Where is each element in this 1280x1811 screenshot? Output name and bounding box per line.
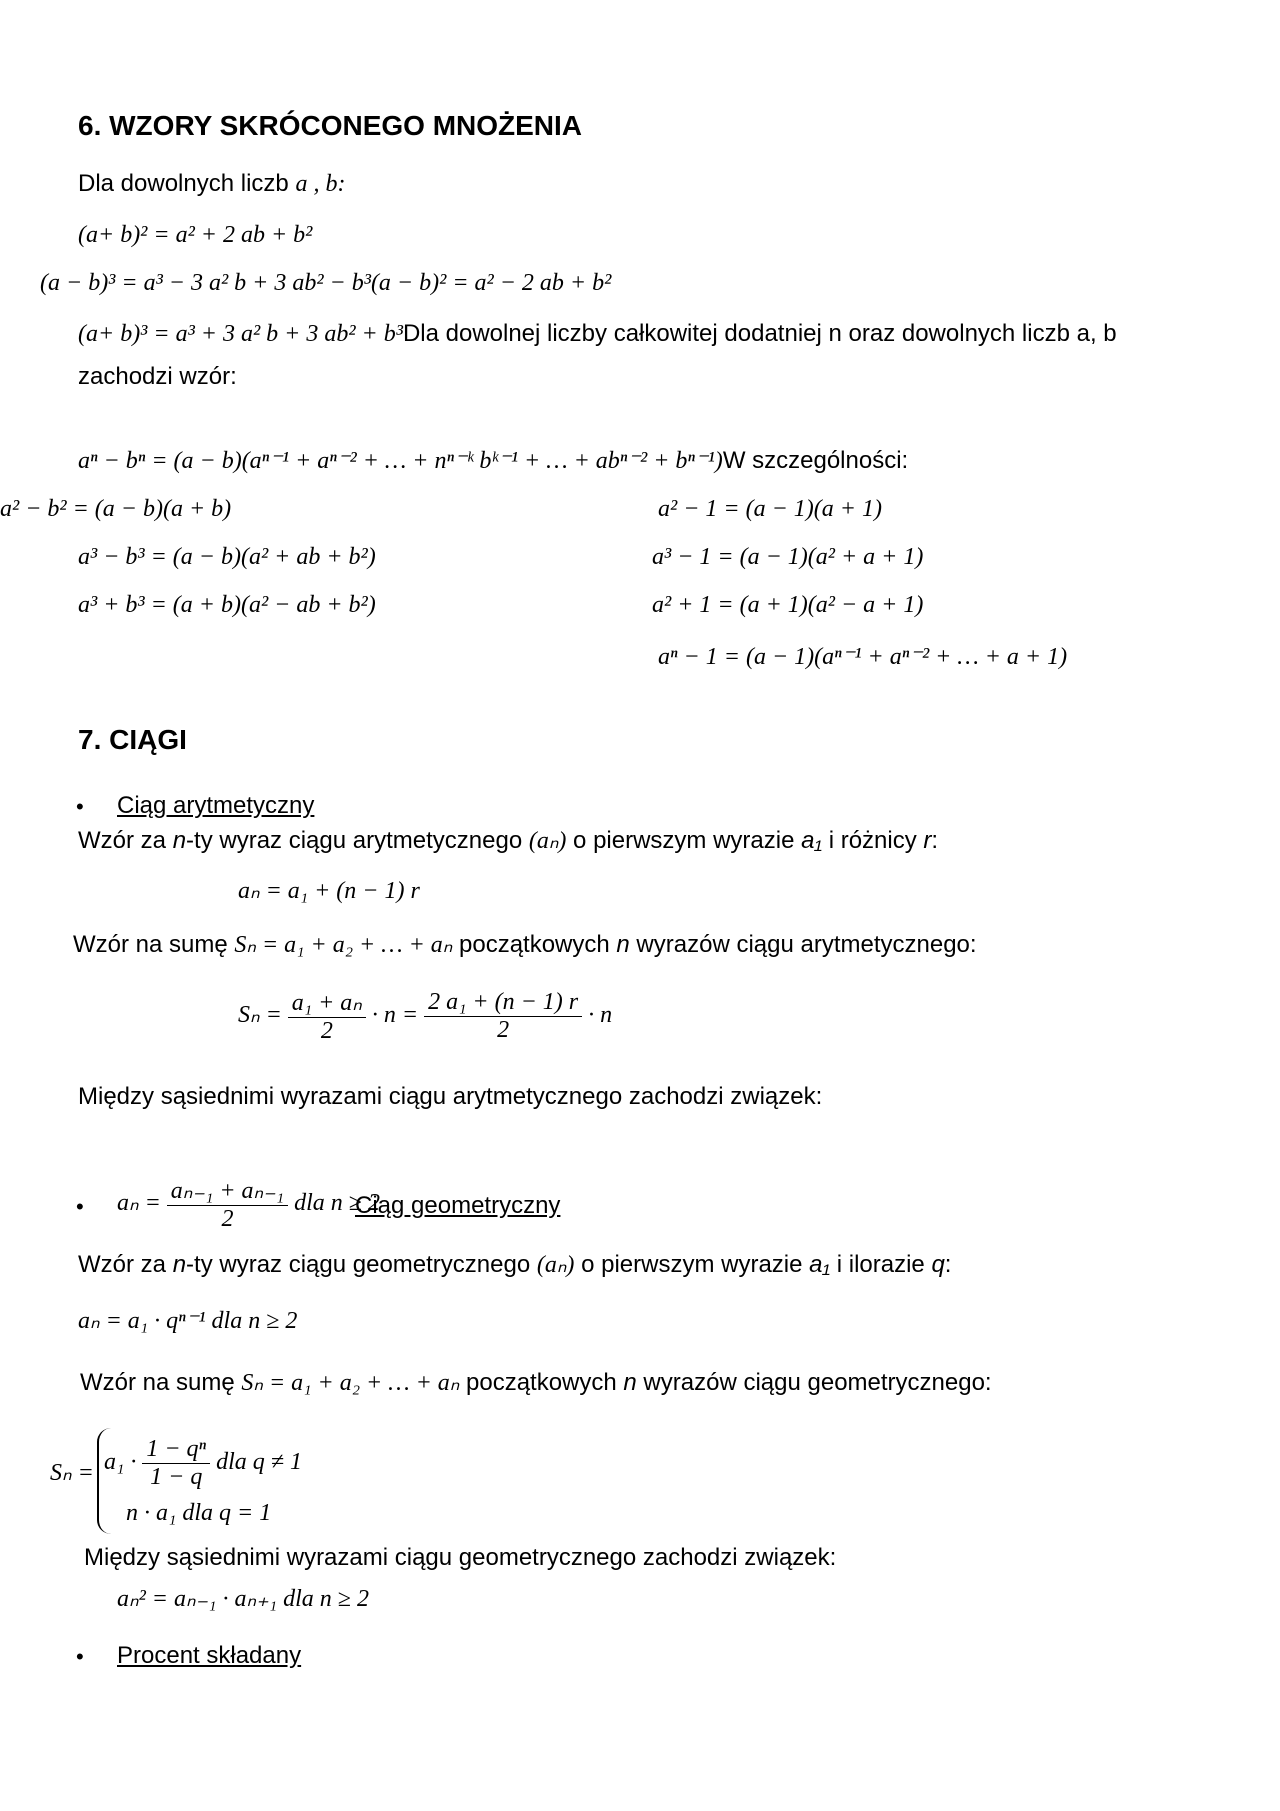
arith-sum-frac2-den: 2 xyxy=(497,1017,510,1043)
percent-heading: Procent składany xyxy=(117,1642,302,1669)
intro-line xyxy=(78,170,345,198)
geo-sum-lhs: Sₙ = xyxy=(50,1460,94,1486)
arith-sum-text xyxy=(73,930,977,959)
special-label: W szczególności: xyxy=(722,447,909,474)
intro-vars: a , b: xyxy=(295,171,346,197)
arith-nth-text-a: Wzór za xyxy=(78,827,173,854)
formula-left-1: a² − b² = (a − b)(a + b) xyxy=(0,496,232,522)
bullet-arith: • xyxy=(76,794,84,819)
geo-sum-text-c: wyrazów ciągu geometrycznego: xyxy=(636,1369,992,1396)
arith-relation-den: 2 xyxy=(221,1206,234,1232)
section-7-title: 7. CIĄGI xyxy=(78,724,187,755)
formula-left-2: a³ − b³ = (a − b)(a² + ab + b²) xyxy=(78,544,376,570)
geo-nth-text-b: -ty wyraz ciągu geometrycznego xyxy=(186,1251,531,1278)
geo-sum-text-a: Wzór na sumę xyxy=(80,1369,235,1396)
geo-nth-n: n xyxy=(172,1251,187,1278)
formula-right-1: a² − 1 = (a − 1)(a + 1) xyxy=(658,496,882,522)
formula-cube-diff: (a − b)³ = a³ − 3 a² b + 3 ab² − b³(a − b)² = a² − 2 ab + b² xyxy=(40,270,612,296)
formula-right-2: a³ − 1 = (a − 1)(a² + a + 1) xyxy=(652,544,924,570)
arith-a1: a₁ xyxy=(801,827,823,854)
geo-seq-symbol: (aₙ) xyxy=(536,1252,575,1278)
formula-cube-sum: (a+ b)³ = a³ + 3 a² b + 3 ab² + b³ xyxy=(78,321,403,347)
geo-case1-frac xyxy=(142,1436,210,1491)
geo-case1-num: 1 − qⁿ xyxy=(142,1436,210,1464)
arith-relation-num: aₙ₋₁ + aₙ₋₁ xyxy=(167,1176,288,1206)
arith-nth-text-b: -ty wyraz ciągu arytmetycznego xyxy=(186,827,523,854)
arith-sum-text-a: Wzór na sumę xyxy=(73,931,228,958)
formula-right-4: aⁿ − 1 = (a − 1)(aⁿ⁻¹ + aⁿ⁻² + … + a + 1) xyxy=(658,644,1068,670)
arith-seq-symbol: (aₙ) xyxy=(528,828,567,854)
formula-left-3: a³ + b³ = (a + b)(a² − ab + b²) xyxy=(78,592,376,618)
geo-sum-case-2: n · a₁ dla q = 1 xyxy=(126,1500,272,1526)
geo-sum-text xyxy=(80,1368,992,1397)
arith-heading: Ciąg arytmetyczny xyxy=(117,792,315,819)
arith-sum-n: n xyxy=(616,931,630,958)
geo-sum-case-1 xyxy=(104,1436,302,1491)
arith-sum-frac1-num: a₁ + aₙ xyxy=(288,988,366,1018)
arith-sum-tail: · n xyxy=(588,1002,613,1029)
geo-sum-symbol: Sₙ = a₁ + a₂ + … + aₙ xyxy=(241,1370,460,1396)
arith-sum-lhs: Sₙ = xyxy=(238,1002,282,1029)
arith-sum-frac-1 xyxy=(288,988,366,1045)
arith-relation-frac xyxy=(167,1176,288,1233)
arith-nth-text-d: i różnicy xyxy=(822,827,924,854)
section-6-title: 6. WZORY SKRÓCONEGO MNOŻENIA xyxy=(78,110,583,141)
arith-relation-cond: dla n ≥ 2 xyxy=(294,1190,380,1217)
intro-text: Dla dowolnych liczb xyxy=(78,170,289,197)
general-formula: aⁿ − bⁿ = (a − b)(aⁿ⁻¹ + aⁿ⁻² + … + nⁿ⁻ᵏ bᵏ⁻¹ + … + abⁿ⁻² + bⁿ⁻¹) xyxy=(78,448,723,474)
arith-nth-text-c: o pierwszym wyrazie xyxy=(566,827,802,854)
formula-cube-sum-line xyxy=(78,320,1117,348)
arith-sum-frac-2 xyxy=(424,989,582,1044)
geo-sum-n: n xyxy=(623,1369,637,1396)
geo-nth-formula: aₙ = a₁ · qⁿ⁻¹ dla n ≥ 2 xyxy=(78,1308,298,1334)
geo-nth-text-a: Wzór za xyxy=(78,1251,173,1278)
arith-relation-lhs: aₙ = xyxy=(117,1190,161,1217)
arith-sum-text-c: wyrazów ciągu arytmetycznego: xyxy=(629,931,977,958)
arith-sum-text-b: początkowych xyxy=(452,931,617,958)
arith-nth-n: n xyxy=(172,827,187,854)
arith-sum-formula xyxy=(238,988,612,1045)
arith-sum-mid: · n = xyxy=(371,1002,419,1029)
geo-nth-text-e: : xyxy=(944,1251,952,1278)
arith-sum-frac2-num: 2 a₁ + (n − 1) r xyxy=(424,989,582,1017)
arith-relation-text: Między sąsiednimi wyrazami ciągu arytmetycznego zachodzi związek: xyxy=(78,1083,823,1110)
geo-q: q xyxy=(931,1251,945,1278)
geo-case1-cond: dla q ≠ 1 xyxy=(216,1449,302,1476)
geo-sum-text-b: początkowych xyxy=(459,1369,624,1396)
arith-relation-formula xyxy=(117,1176,380,1233)
general-intro-text-2: zachodzi wzór: xyxy=(78,363,237,390)
geo-nth-text-d: i ilorazie xyxy=(830,1251,932,1278)
arith-sum-frac1-den: 2 xyxy=(320,1018,333,1044)
arith-r: r xyxy=(923,827,932,854)
general-intro-text: Dla dowolnej liczby całkowitej dodatniej n oraz dowolnych liczb a, b xyxy=(402,320,1117,347)
geo-a1: a₁ xyxy=(809,1251,831,1278)
geo-nth-text xyxy=(78,1250,951,1279)
arith-nth-text xyxy=(78,826,938,855)
arith-sum-symbol: Sₙ = a₁ + a₂ + … + aₙ xyxy=(234,932,453,958)
geo-heading: Ciąg geometryczny xyxy=(355,1192,561,1219)
arith-nth-formula: aₙ = a₁ + (n − 1) r xyxy=(238,878,420,904)
arith-nth-text-e: : xyxy=(931,827,939,854)
formula-right-3: a² + 1 = (a + 1)(a² − a + 1) xyxy=(652,592,924,618)
geo-relation-text: Między sąsiednimi wyrazami ciągu geometrycznego zachodzi związek: xyxy=(84,1544,837,1571)
formula-square-sum: (a+ b)² = a² + 2 ab + b² xyxy=(78,222,313,248)
geo-case1-a: a₁ · xyxy=(104,1449,137,1476)
general-formula-line xyxy=(78,446,908,475)
geo-relation-formula: aₙ² = aₙ₋₁ · aₙ₊₁ dla n ≥ 2 xyxy=(117,1586,369,1612)
bullet-percent: • xyxy=(76,1644,84,1669)
bullet-geo: • xyxy=(76,1194,84,1219)
geo-nth-text-c: o pierwszym wyrazie xyxy=(574,1251,810,1278)
geo-case1-den: 1 − q xyxy=(150,1464,203,1490)
